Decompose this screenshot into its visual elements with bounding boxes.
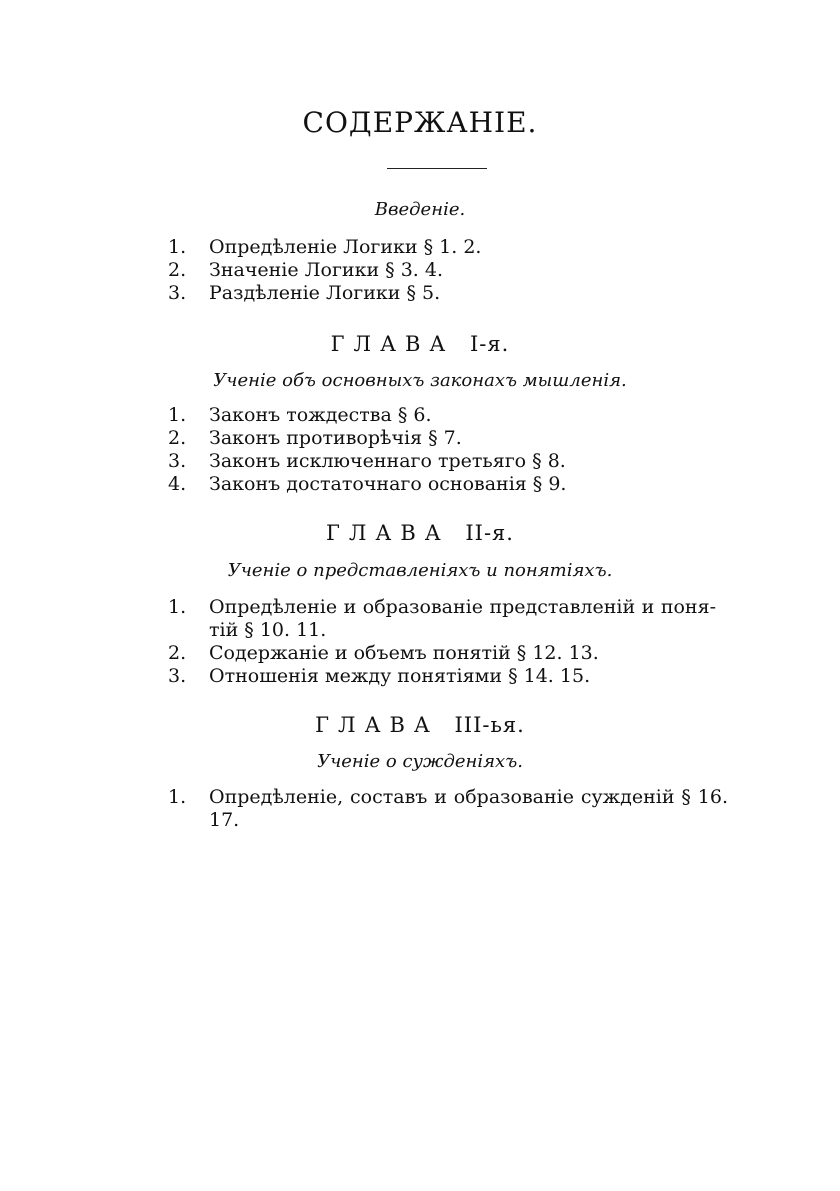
page-title: СОДЕРЖАНІЕ. xyxy=(302,106,538,139)
chapter-label: ГЛАВА xyxy=(315,713,439,737)
entry-text: Отношенія между понятіями § 14. 15. xyxy=(209,665,591,687)
entry-number: 2. xyxy=(168,642,187,664)
title-divider xyxy=(387,168,487,169)
toc-entry xyxy=(168,404,728,427)
entry-number: 4. xyxy=(168,473,187,495)
entry-number: 3. xyxy=(168,665,187,687)
chapter-3-heading xyxy=(0,713,840,737)
chapter-label: ГЛАВА xyxy=(326,521,450,545)
entry-text: Законъ противорѣчія § 7. xyxy=(209,427,462,449)
entry-number: 1. xyxy=(168,404,187,426)
toc-entry xyxy=(168,642,728,665)
toc-entry xyxy=(168,282,728,305)
entry-text: Содержаніе и объемъ понятій § 12. 13. xyxy=(209,642,599,664)
chapter-2-subtitle: Ученіе о представленіяхъ и понятіяхъ. xyxy=(227,560,613,581)
chapter-label: ГЛАВА xyxy=(330,332,455,356)
chapter-number: III-ья. xyxy=(454,713,525,737)
entry-text: Опредѣленіе, составъ и образованіе сужденій § 16. 17. xyxy=(209,786,728,831)
toc-entry xyxy=(168,450,728,473)
entry-text: Законъ тождества § 6. xyxy=(209,404,432,426)
toc-entry xyxy=(168,427,728,450)
toc-entry xyxy=(168,259,728,282)
entry-text: Раздѣленіе Логики § 5. xyxy=(209,282,441,304)
toc-entry xyxy=(168,236,728,259)
entry-number: 3. xyxy=(168,450,187,472)
chapter-number: I-я. xyxy=(470,332,510,356)
toc-entry xyxy=(168,596,716,642)
entry-text: Законъ достаточнаго основанія § 9. xyxy=(209,473,567,495)
chapter-3-subtitle: Ученіе о сужденіяхъ. xyxy=(317,751,523,772)
chapter-1-heading xyxy=(0,332,840,356)
entry-number: 1. xyxy=(168,596,187,618)
entry-text: Опредѣленіе Логики § 1. 2. xyxy=(209,236,482,258)
entry-number: 2. xyxy=(168,259,187,281)
chapter-2-heading xyxy=(0,521,840,545)
entry-number: 3. xyxy=(168,282,187,304)
toc-entry xyxy=(168,665,728,688)
entry-text: Значеніе Логики § 3. 4. xyxy=(209,259,443,281)
toc-entry xyxy=(168,473,728,496)
chapter-number: II-я. xyxy=(465,521,514,545)
entry-text: Законъ исключеннаго третьяго § 8. xyxy=(209,450,566,472)
entry-text: Опредѣленіе и образованіе представленій и поня-тій § 10. 11. xyxy=(209,596,716,641)
introduction-heading: Введеніе. xyxy=(374,199,466,220)
toc-entry xyxy=(168,786,728,832)
entry-number: 1. xyxy=(168,786,187,808)
chapter-1-subtitle: Ученіе объ основныхъ законахъ мышленія. xyxy=(213,370,627,391)
entry-number: 1. xyxy=(168,236,187,258)
entry-number: 2. xyxy=(168,427,187,449)
